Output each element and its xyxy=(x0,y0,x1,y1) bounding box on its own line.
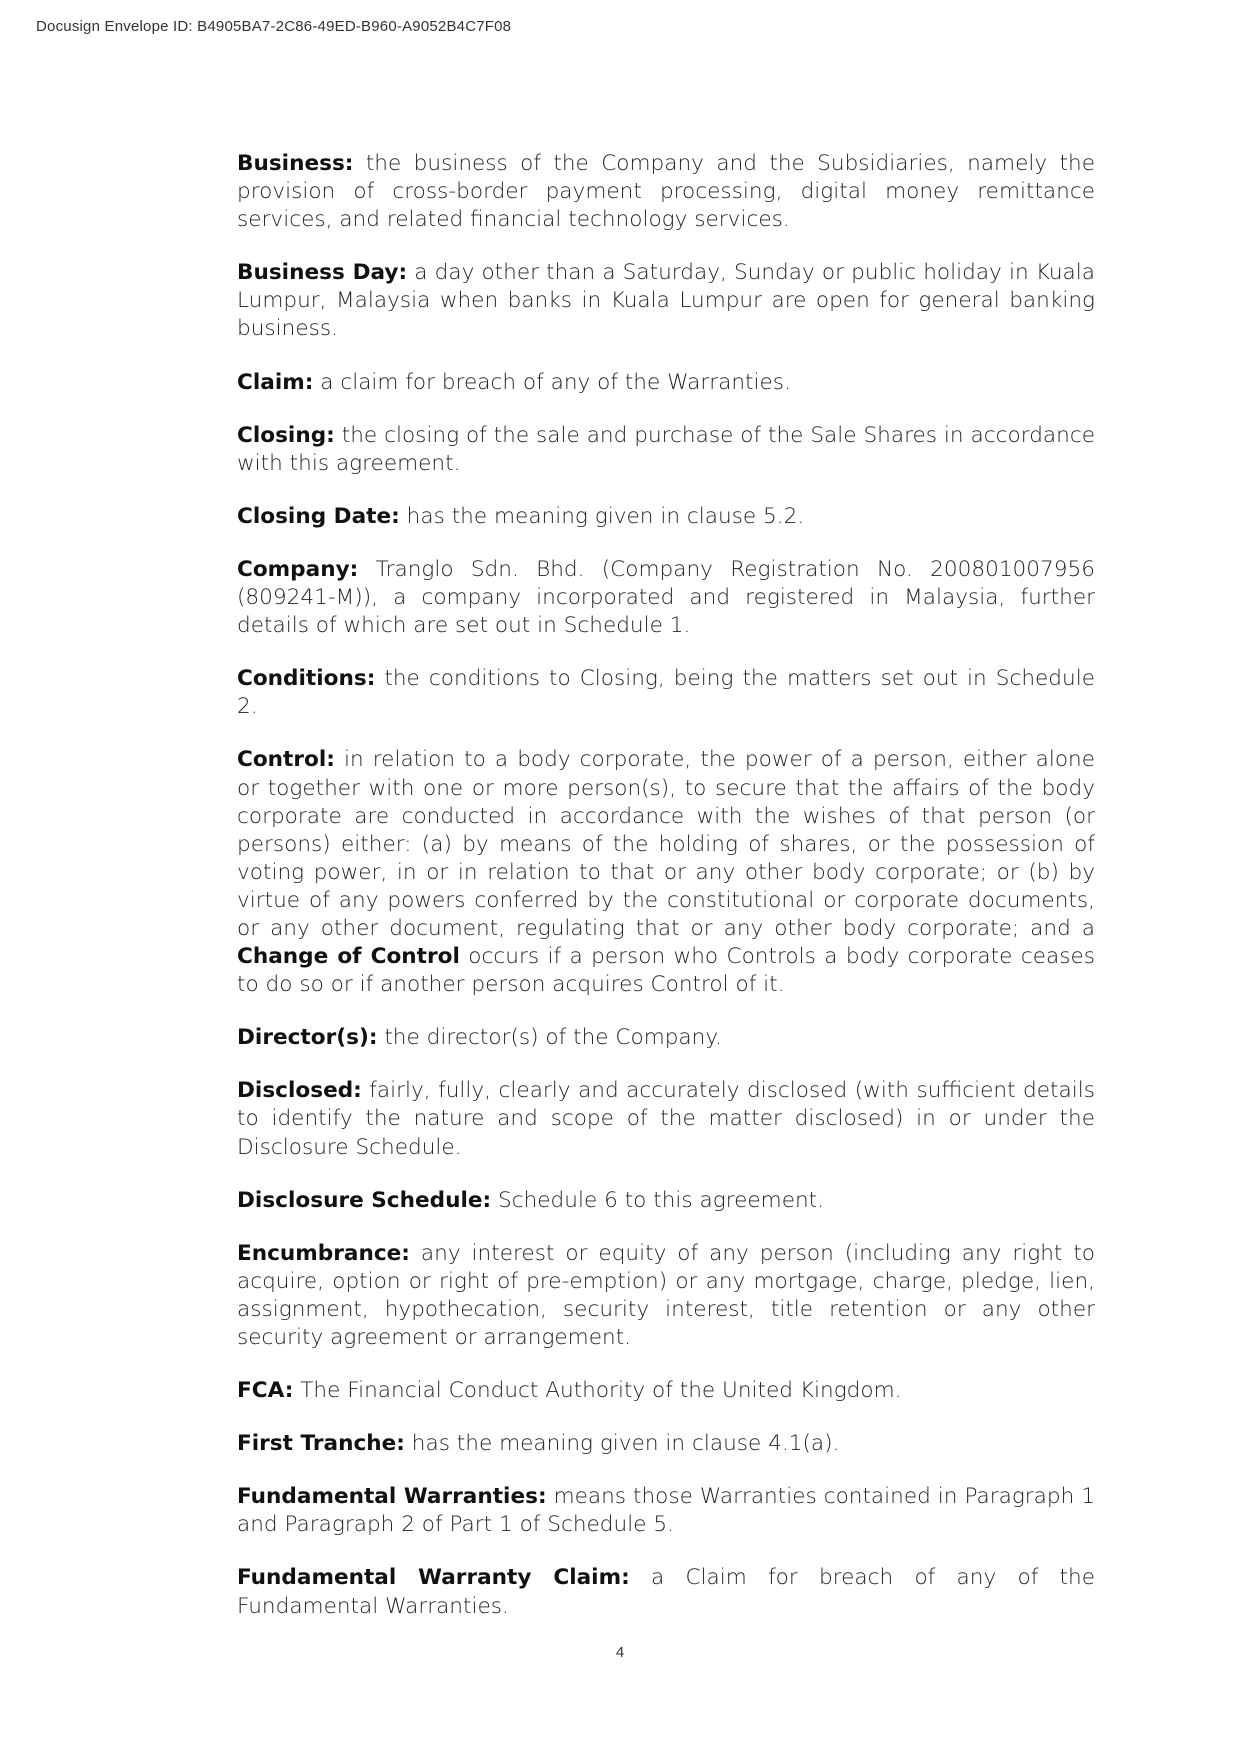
definition-term: Claim: xyxy=(237,369,314,395)
definition-text: has the meaning given in clause 5.2. xyxy=(399,503,805,529)
definition-text: a claim for breach of any of the Warranties. xyxy=(313,369,791,395)
definition-fca xyxy=(237,1377,1095,1405)
definition-term: Business Day: xyxy=(237,260,408,286)
definition-text: The Financial Conduct Authority of the United Kingdom. xyxy=(293,1378,902,1404)
definition-company xyxy=(237,556,1095,640)
definition-fundamental-warranty-claim xyxy=(237,1564,1095,1620)
definition-text: any interest or equity of any person (including any right to acquire, option or right of pre-emption) or any mortgage, charge, pledge, lien, assignment, hypothecation, security interest, title retention or any other security agreement or arrangement. xyxy=(237,1240,1095,1350)
definition-term: Encumbrance: xyxy=(237,1240,410,1266)
definition-term: Disclosure Schedule: xyxy=(237,1187,492,1213)
definition-text: in relation to a body corporate, the power of a person, either alone or together with one or more person(s), to secure that the affairs of the body corporate are conducted in accordance with the wishes of that person (or persons) either: (a) by means of the holding of shares, or the possession of voting power, in or in relation to that or any other body corporate; or (b) by virtue of any powers conferred by the constitutional or corporate documents, or any other document, regulating that or any other body corporate; and a xyxy=(237,747,1095,941)
definition-term: Closing: xyxy=(237,422,335,448)
definition-term: Fundamental Warranty Claim: xyxy=(237,1565,630,1591)
definition-text: fairly, fully, clearly and accurately disclosed (with sufficient details to identify the nature and scope of the matter disclosed) in or under the Disclosure Schedule. xyxy=(237,1078,1095,1160)
definition-text: the closing of the sale and purchase of the Sale Shares in accordance with this agreement. xyxy=(237,422,1095,476)
definition-fundamental-warranties xyxy=(237,1483,1095,1539)
definition-term: FCA: xyxy=(237,1378,294,1404)
definition-text: a day other than a Saturday, Sunday or public holiday in Kuala Lumpur, Malaysia when banks in Kuala Lumpur are open for general banking business. xyxy=(237,260,1096,342)
definition-disclosed xyxy=(237,1077,1095,1161)
definition-text: the conditions to Closing, being the matters set out in Schedule 2. xyxy=(237,666,1095,720)
definition-text: the director(s) of the Company. xyxy=(377,1025,722,1051)
definition-term: First Tranche: xyxy=(237,1431,405,1457)
definition-text: a Claim for breach of any of the Fundamental Warranties. xyxy=(237,1565,1095,1619)
definition-closing-date xyxy=(237,503,1095,531)
definition-conditions xyxy=(237,665,1095,721)
definition-term: Disclosed: xyxy=(237,1078,362,1104)
definition-term: Conditions: xyxy=(237,666,376,692)
definition-first-tranche xyxy=(237,1430,1095,1458)
definition-term: Control: xyxy=(237,747,335,773)
definition-term: Closing Date: xyxy=(237,503,400,529)
definition-disclosure-schedule xyxy=(237,1187,1095,1215)
definition-control xyxy=(237,746,1095,999)
definition-term: Company: xyxy=(237,556,359,582)
definition-text: the business of the Company and the Subsidiaries, namely the provision of cross-border payment processing, digital money remittance services, and related financial technology services. xyxy=(237,151,1095,233)
definition-term: Director(s): xyxy=(237,1025,378,1051)
definition-business-day xyxy=(237,259,1095,343)
definition-text: Schedule 6 to this agreement. xyxy=(491,1187,825,1213)
definition-closing xyxy=(237,422,1095,478)
definition-text: means those Warranties contained in Paragraph 1 and Paragraph 2 of Part 1 of Schedule 5. xyxy=(237,1484,1095,1538)
definition-text: has the meaning given in clause 4.1(a). xyxy=(404,1431,840,1457)
definition-text: Tranglo Sdn. Bhd. (Company Registration No. 200801007956 (809241-M)), a company incorporated and registered in Malaysia, further details of which are set out in Schedule 1. xyxy=(237,556,1095,639)
definition-term: Fundamental Warranties: xyxy=(237,1484,547,1510)
definition-encumbrance xyxy=(237,1240,1095,1352)
definition-term: Business: xyxy=(237,151,354,176)
page-number: 4 xyxy=(615,1644,625,1661)
definition-business xyxy=(237,150,1095,234)
definitions-list xyxy=(237,150,1095,1646)
definition-claim xyxy=(237,369,1095,397)
envelope-id: Docusign Envelope ID: B4905BA7-2C86-49ED-B960-A9052B4C7F08 xyxy=(36,18,512,35)
definition-text: occurs if a person who Controls a body corporate ceases to do so or if another person acquires Control of it. xyxy=(237,944,1096,998)
definition-term-change-of-control: Change of Control xyxy=(237,944,460,970)
definition-directors xyxy=(237,1024,1095,1052)
